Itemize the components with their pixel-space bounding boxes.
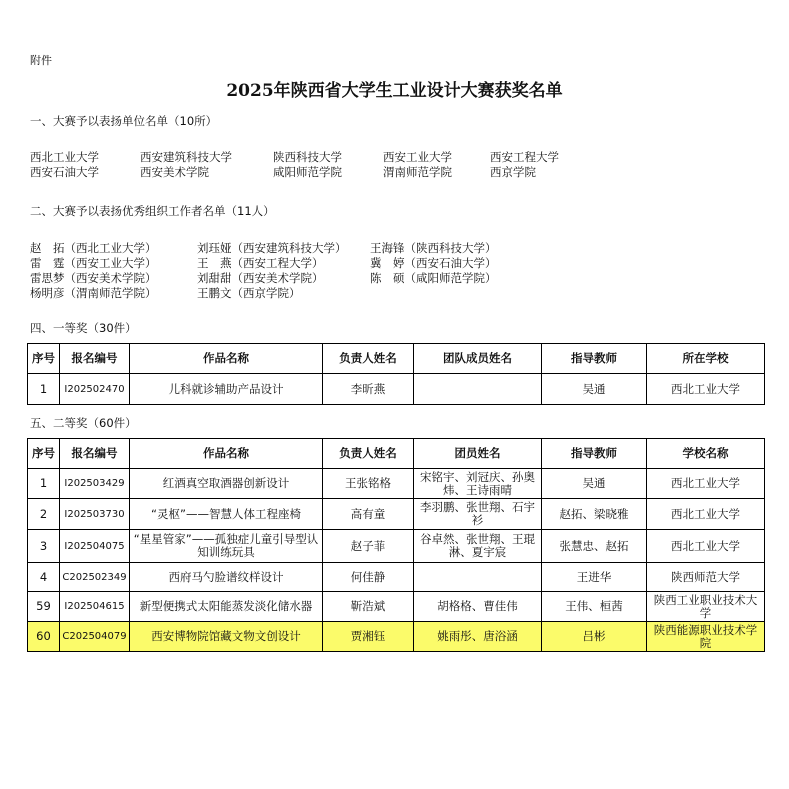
cell-school: 陕西能源职业技术学院 bbox=[647, 622, 765, 652]
column-header: 序号 bbox=[28, 439, 60, 469]
second-prize-table bbox=[27, 438, 765, 652]
cell-advisor: 王伟、桓茜 bbox=[542, 592, 647, 622]
cell-code: I202503429 bbox=[60, 469, 130, 499]
cell-index: 4 bbox=[28, 563, 60, 592]
organizer-name: 王海锋（陕西科技大学） bbox=[370, 241, 497, 255]
table-row bbox=[28, 374, 765, 405]
organizer-name: 陈 硕（咸阳师范学院） bbox=[370, 271, 497, 285]
unit-name: 渭南师范学院 bbox=[383, 165, 452, 179]
cell-work-title: 西安博物院馆藏文物文创设计 bbox=[130, 622, 323, 652]
unit-name: 西安工业大学 bbox=[383, 150, 452, 164]
column-header: 报名编号 bbox=[60, 439, 130, 469]
unit-name: 西北工业大学 bbox=[30, 150, 99, 164]
unit-name: 陕西科技大学 bbox=[273, 150, 342, 164]
section-heading-first-prize: 四、一等奖（30件） bbox=[30, 321, 137, 335]
cell-school: 西北工业大学 bbox=[647, 530, 765, 563]
cell-work-title: 新型便携式太阳能蒸发淡化储水器 bbox=[130, 592, 323, 622]
column-header: 作品名称 bbox=[130, 439, 323, 469]
unit-name: 西安石油大学 bbox=[30, 165, 99, 179]
cell-leader: 赵子菲 bbox=[323, 530, 414, 563]
column-header: 序号 bbox=[28, 344, 60, 374]
cell-members: 胡格格、曹佳伟 bbox=[414, 592, 542, 622]
column-header: 指导教师 bbox=[542, 439, 647, 469]
table-row-highlighted bbox=[28, 622, 765, 652]
cell-code: I202504075 bbox=[60, 530, 130, 563]
cell-code: I202502470 bbox=[60, 374, 130, 405]
cell-work-title: “星星管家”——孤独症儿童引导型认知训练玩具 bbox=[130, 530, 323, 563]
cell-school: 西北工业大学 bbox=[647, 499, 765, 530]
column-header: 团队成员姓名 bbox=[414, 344, 542, 374]
table-row bbox=[28, 563, 765, 592]
cell-leader: 靳浩斌 bbox=[323, 592, 414, 622]
column-header: 负责人姓名 bbox=[323, 439, 414, 469]
column-header: 所在学校 bbox=[647, 344, 765, 374]
cell-advisor: 赵拓、梁晓雅 bbox=[542, 499, 647, 530]
table-row bbox=[28, 469, 765, 499]
cell-members: 谷卓然、张世翔、王琨淋、夏宇宸 bbox=[414, 530, 542, 563]
cell-school: 西北工业大学 bbox=[647, 374, 765, 405]
organizer-name: 刘珏娅（西安建筑科技大学） bbox=[197, 241, 347, 255]
section-heading-second-prize: 五、二等奖（60件） bbox=[30, 416, 137, 430]
cell-leader: 王张铭格 bbox=[323, 469, 414, 499]
unit-name: 咸阳师范学院 bbox=[273, 165, 342, 179]
organizer-name: 赵 拓（西北工业大学） bbox=[30, 241, 157, 255]
cell-work-title: 红酒真空取酒器创新设计 bbox=[130, 469, 323, 499]
column-header: 学校名称 bbox=[647, 439, 765, 469]
attachment-label: 附件 bbox=[30, 54, 52, 67]
cell-advisor: 吕彬 bbox=[542, 622, 647, 652]
cell-school: 陕西工业职业技术大学 bbox=[647, 592, 765, 622]
unit-name: 西安工程大学 bbox=[490, 150, 559, 164]
cell-members bbox=[414, 374, 542, 405]
unit-name: 西京学院 bbox=[490, 165, 536, 179]
cell-members: 宋铭宇、刘冠庆、孙奥炜、王诗雨晴 bbox=[414, 469, 542, 499]
cell-leader: 何佳静 bbox=[323, 563, 414, 592]
cell-code: I202504615 bbox=[60, 592, 130, 622]
organizer-name: 刘甜甜（西安美术学院） bbox=[197, 271, 324, 285]
unit-name: 西安美术学院 bbox=[140, 165, 209, 179]
column-header: 报名编号 bbox=[60, 344, 130, 374]
cell-school: 陕西师范大学 bbox=[647, 563, 765, 592]
cell-advisor: 吴通 bbox=[542, 374, 647, 405]
table-header-row bbox=[28, 344, 765, 374]
cell-code: C202502349 bbox=[60, 563, 130, 592]
cell-members: 姚雨彤、唐浴涵 bbox=[414, 622, 542, 652]
cell-index: 3 bbox=[28, 530, 60, 563]
cell-index: 1 bbox=[28, 374, 60, 405]
cell-school: 西北工业大学 bbox=[647, 469, 765, 499]
cell-work-title: 儿科就诊辅助产品设计 bbox=[130, 374, 323, 405]
column-header: 指导教师 bbox=[542, 344, 647, 374]
first-prize-table bbox=[27, 343, 765, 405]
cell-leader: 李昕燕 bbox=[323, 374, 414, 405]
organizer-name: 冀 婷（西安石油大学） bbox=[370, 256, 497, 270]
cell-advisor: 王进华 bbox=[542, 563, 647, 592]
cell-advisor: 吴通 bbox=[542, 469, 647, 499]
organizer-name: 雷 霆（西安工业大学） bbox=[30, 256, 157, 270]
cell-index: 59 bbox=[28, 592, 60, 622]
section-heading-organizers: 二、大赛予以表扬优秀组织工作者名单（11人） bbox=[30, 204, 275, 218]
cell-index: 60 bbox=[28, 622, 60, 652]
cell-members bbox=[414, 563, 542, 592]
column-header: 负责人姓名 bbox=[323, 344, 414, 374]
cell-members: 李羽鹏、张世翔、石宇衫 bbox=[414, 499, 542, 530]
table-header-row bbox=[28, 439, 765, 469]
cell-code: C202504079 bbox=[60, 622, 130, 652]
cell-index: 2 bbox=[28, 499, 60, 530]
organizer-name: 王鹏文（西京学院） bbox=[197, 286, 301, 300]
section-heading-units: 一、大赛予以表扬单位名单（10所） bbox=[30, 114, 218, 128]
unit-name: 西安建筑科技大学 bbox=[140, 150, 232, 164]
column-header: 作品名称 bbox=[130, 344, 323, 374]
column-header: 团员姓名 bbox=[414, 439, 542, 469]
cell-work-title: 西府马勺脸谱纹样设计 bbox=[130, 563, 323, 592]
organizer-name: 杨明彦（渭南师范学院） bbox=[30, 286, 157, 300]
cell-index: 1 bbox=[28, 469, 60, 499]
table-row bbox=[28, 530, 765, 563]
cell-leader: 贾湘钰 bbox=[323, 622, 414, 652]
organizer-name: 雷思梦（西安美术学院） bbox=[30, 271, 157, 285]
page-title: 2025年陕西省大学生工业设计大赛获奖名单 bbox=[226, 81, 563, 101]
cell-advisor: 张慧忠、赵拓 bbox=[542, 530, 647, 563]
cell-work-title: “灵枢”——智慧人体工程座椅 bbox=[130, 499, 323, 530]
cell-code: I202503730 bbox=[60, 499, 130, 530]
table-row bbox=[28, 592, 765, 622]
organizer-name: 王 燕（西安工程大学） bbox=[197, 256, 324, 270]
table-row bbox=[28, 499, 765, 530]
cell-leader: 高有童 bbox=[323, 499, 414, 530]
